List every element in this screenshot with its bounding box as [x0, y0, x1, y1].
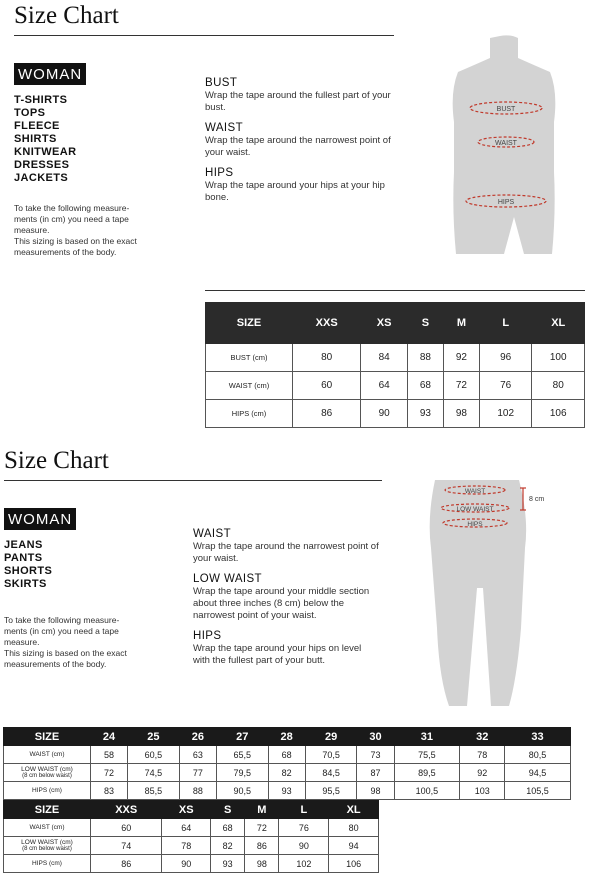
table-cell: 60: [91, 819, 162, 837]
table-cell: 80: [293, 344, 361, 372]
table-cell: 92: [443, 344, 479, 372]
table-cell: 64: [162, 819, 211, 837]
note-line: ments (in cm) you need a tape: [14, 214, 129, 224]
note-line: To take the following measure-: [4, 615, 120, 625]
table-cell: 60: [293, 372, 361, 400]
table-cell: 93: [211, 855, 245, 873]
table-cell: 74: [91, 837, 162, 855]
table-cell: 94,5: [505, 764, 571, 782]
lower-body-figure-illustration: [425, 478, 555, 708]
table-header-cell: M: [443, 303, 479, 344]
measure-heading-hips: HIPS: [193, 630, 222, 642]
table-header-cell: SIZE: [206, 303, 293, 344]
table-header-cell: 30: [357, 728, 394, 746]
row-label-sub: (8 cm below waist): [22, 845, 72, 852]
table-cell: 106: [532, 400, 585, 428]
measure-text: about three inches (8 cm) below the: [193, 598, 345, 609]
measure-heading-waist: WAIST: [193, 528, 231, 540]
category-item: SHORTS: [4, 565, 53, 577]
table-row: [206, 400, 585, 428]
torso-figure-illustration: [440, 32, 570, 257]
table-cell: 76: [479, 372, 532, 400]
table-header-cell: XS: [361, 303, 408, 344]
note-line: measurements of the body.: [14, 247, 117, 257]
table-cell: 93: [407, 400, 443, 428]
measure-text: your waist.: [205, 147, 251, 158]
table-cell: 94: [329, 837, 379, 855]
category-item: JACKETS: [14, 172, 69, 184]
table-header-cell: SIZE: [4, 801, 91, 819]
table-header-cell: L: [479, 303, 532, 344]
row-label-main: LOW WAIST (cm): [21, 765, 73, 773]
title-rule-top: [14, 35, 394, 36]
row-label: WAIST (cm): [4, 819, 91, 837]
row-label: WAIST (cm): [4, 746, 91, 764]
table-cell: 72: [245, 819, 279, 837]
table-header-cell: 33: [505, 728, 571, 746]
table-cell: 80: [329, 819, 379, 837]
table-header-cell: 31: [394, 728, 460, 746]
table-cell: 78: [162, 837, 211, 855]
table-header-cell: S: [407, 303, 443, 344]
table-row: [4, 837, 379, 855]
table-cell: 84: [361, 344, 408, 372]
table-header-cell: XS: [162, 801, 211, 819]
note-line: This sizing is based on the exact: [4, 648, 127, 658]
note-line: measure.: [4, 637, 40, 647]
table-cell: 72: [91, 764, 128, 782]
category-item: PANTS: [4, 552, 43, 564]
table-cell: 76: [279, 819, 329, 837]
table-cell: 80,5: [505, 746, 571, 764]
measure-heading-waist: WAIST: [205, 122, 243, 134]
measure-heading-bust: BUST: [205, 77, 238, 89]
category-list-bottom: [4, 539, 52, 591]
row-label: HIPS (cm): [4, 782, 91, 800]
table-header-cell: 24: [91, 728, 128, 746]
row-label-main: LOW WAIST (cm): [21, 838, 73, 846]
table-cell: 78: [460, 746, 505, 764]
table-cell: 68: [268, 746, 305, 764]
table-header-cell: 28: [268, 728, 305, 746]
note-line: To take the following measure-: [14, 203, 130, 213]
category-item: DRESSES: [14, 159, 70, 171]
category-item: JEANS: [4, 539, 43, 551]
table-header-cell: XXS: [91, 801, 162, 819]
table-header-cell: SIZE: [4, 728, 91, 746]
measure-text: Wrap the tape around your hips at your hip: [205, 180, 385, 191]
figure-label-hips: HIPS: [497, 199, 515, 206]
table-cell: 84,5: [305, 764, 357, 782]
table-cell: 58: [91, 746, 128, 764]
table-cell: 100,5: [394, 782, 460, 800]
table-cell: 93: [268, 782, 305, 800]
table-cell: 63: [179, 746, 216, 764]
table-cell: 89,5: [394, 764, 460, 782]
table-cell: 82: [211, 837, 245, 855]
table-cell: 95,5: [305, 782, 357, 800]
page-title-top: Size Chart: [14, 2, 119, 29]
table-header-cell: 29: [305, 728, 357, 746]
figure-label-waist: WAIST: [464, 488, 486, 495]
measure-note-bottom: [4, 615, 127, 670]
table-rule-top: [205, 290, 585, 291]
table-cell: 100: [532, 344, 585, 372]
table-row: [4, 819, 379, 837]
size-table-numeric: [3, 727, 571, 800]
table-row: [4, 855, 379, 873]
category-item: T-SHIRTS: [14, 94, 68, 106]
title-rule-bottom: [4, 480, 382, 481]
category-item: TOPS: [14, 107, 46, 119]
category-item: SHIRTS: [14, 133, 57, 145]
measure-instructions-bottom: [193, 528, 393, 667]
table-cell: 102: [479, 400, 532, 428]
measure-heading-hips: HIPS: [205, 167, 234, 179]
measure-note-top: [14, 203, 137, 258]
measure-text: bone.: [205, 192, 229, 203]
measure-text: your waist.: [193, 553, 239, 564]
table-header-cell: S: [211, 801, 245, 819]
measure-text: Wrap the tape around the narrowest point of: [193, 541, 379, 552]
category-list-top: [14, 94, 76, 185]
table-header-cell: XXS: [293, 303, 361, 344]
table-cell: 98: [443, 400, 479, 428]
table-cell: 83: [91, 782, 128, 800]
table-cell: 87: [357, 764, 394, 782]
table-cell: 68: [211, 819, 245, 837]
table-cell: 90: [162, 855, 211, 873]
woman-badge-top: WOMAN: [14, 63, 86, 85]
table-cell: 106: [329, 855, 379, 873]
figure-label-bust: BUST: [496, 106, 516, 113]
table-cell: 105,5: [505, 782, 571, 800]
table-row: [206, 372, 585, 400]
measure-text: bust.: [205, 102, 226, 113]
note-line: measurements of the body.: [4, 659, 107, 669]
figure-label-hips: HIPS: [467, 521, 483, 528]
table-header-cell: XL: [532, 303, 585, 344]
table-cell: 70,5: [305, 746, 357, 764]
table-cell: 86: [293, 400, 361, 428]
table-header-cell: 32: [460, 728, 505, 746]
table-cell: 80: [532, 372, 585, 400]
figure-label-waist: WAIST: [495, 140, 517, 147]
row-label: BUST (cm): [206, 344, 293, 372]
table-row: [4, 746, 571, 764]
table-cell: 90,5: [216, 782, 268, 800]
table-header-cell: XL: [329, 801, 379, 819]
table-cell: 82: [268, 764, 305, 782]
row-label: WAIST (cm): [206, 372, 293, 400]
table-cell: 103: [460, 782, 505, 800]
table-cell: 92: [460, 764, 505, 782]
table-cell: 60,5: [128, 746, 180, 764]
measure-text: with the fullest part of your butt.: [193, 655, 326, 666]
figure-label-low-waist: LOW WAIST: [456, 506, 494, 513]
measure-text: Wrap the tape around the narrowest point of: [205, 135, 391, 146]
note-line: measure.: [14, 225, 50, 235]
table-header-cell: 27: [216, 728, 268, 746]
table-cell: 90: [361, 400, 408, 428]
table-cell: 64: [361, 372, 408, 400]
table-header-cell: M: [245, 801, 279, 819]
table-header-cell: L: [279, 801, 329, 819]
category-item: SKIRTS: [4, 578, 47, 590]
row-label: HIPS (cm): [4, 855, 91, 873]
table-cell: 86: [91, 855, 162, 873]
table-cell: 72: [443, 372, 479, 400]
row-label: [4, 837, 91, 855]
woman-badge-bottom: WOMAN: [4, 508, 76, 530]
measure-text: Wrap the tape around your hips on level: [193, 643, 362, 654]
measure-text: Wrap the tape around the fullest part of your: [205, 90, 391, 101]
table-cell: 65,5: [216, 746, 268, 764]
row-label: HIPS (cm): [206, 400, 293, 428]
figure-dimension-label: 8 cm: [529, 496, 545, 503]
row-label: [4, 764, 91, 782]
page-title-bottom: Size Chart: [4, 447, 109, 474]
table-header-cell: 26: [179, 728, 216, 746]
table-cell: 85,5: [128, 782, 180, 800]
size-table-top: [205, 302, 585, 428]
table-cell: 98: [245, 855, 279, 873]
note-line: This sizing is based on the exact: [14, 236, 137, 246]
note-line: ments (in cm) you need a tape: [4, 626, 119, 636]
table-cell: 79,5: [216, 764, 268, 782]
measure-heading-low-waist: LOW WAIST: [193, 573, 262, 585]
table-cell: 77: [179, 764, 216, 782]
table-cell: 73: [357, 746, 394, 764]
table-header-cell: 25: [128, 728, 180, 746]
table-cell: 98: [357, 782, 394, 800]
table-cell: 88: [179, 782, 216, 800]
table-cell: 86: [245, 837, 279, 855]
category-item: FLEECE: [14, 120, 60, 132]
row-label-sub: (8 cm below waist): [22, 772, 72, 779]
size-table-letter: [3, 800, 379, 873]
measure-text: narrowest point of your waist.: [193, 610, 317, 621]
table-row: [4, 782, 571, 800]
table-cell: 88: [407, 344, 443, 372]
table-cell: 90: [279, 837, 329, 855]
table-cell: 74,5: [128, 764, 180, 782]
measure-instructions-top: [205, 77, 405, 204]
table-row: [206, 344, 585, 372]
table-cell: 75,5: [394, 746, 460, 764]
table-cell: 96: [479, 344, 532, 372]
table-row: [4, 764, 571, 782]
measure-text: Wrap the tape around your middle section: [193, 586, 370, 597]
table-cell: 102: [279, 855, 329, 873]
category-item: KNITWEAR: [14, 146, 77, 158]
table-cell: 68: [407, 372, 443, 400]
